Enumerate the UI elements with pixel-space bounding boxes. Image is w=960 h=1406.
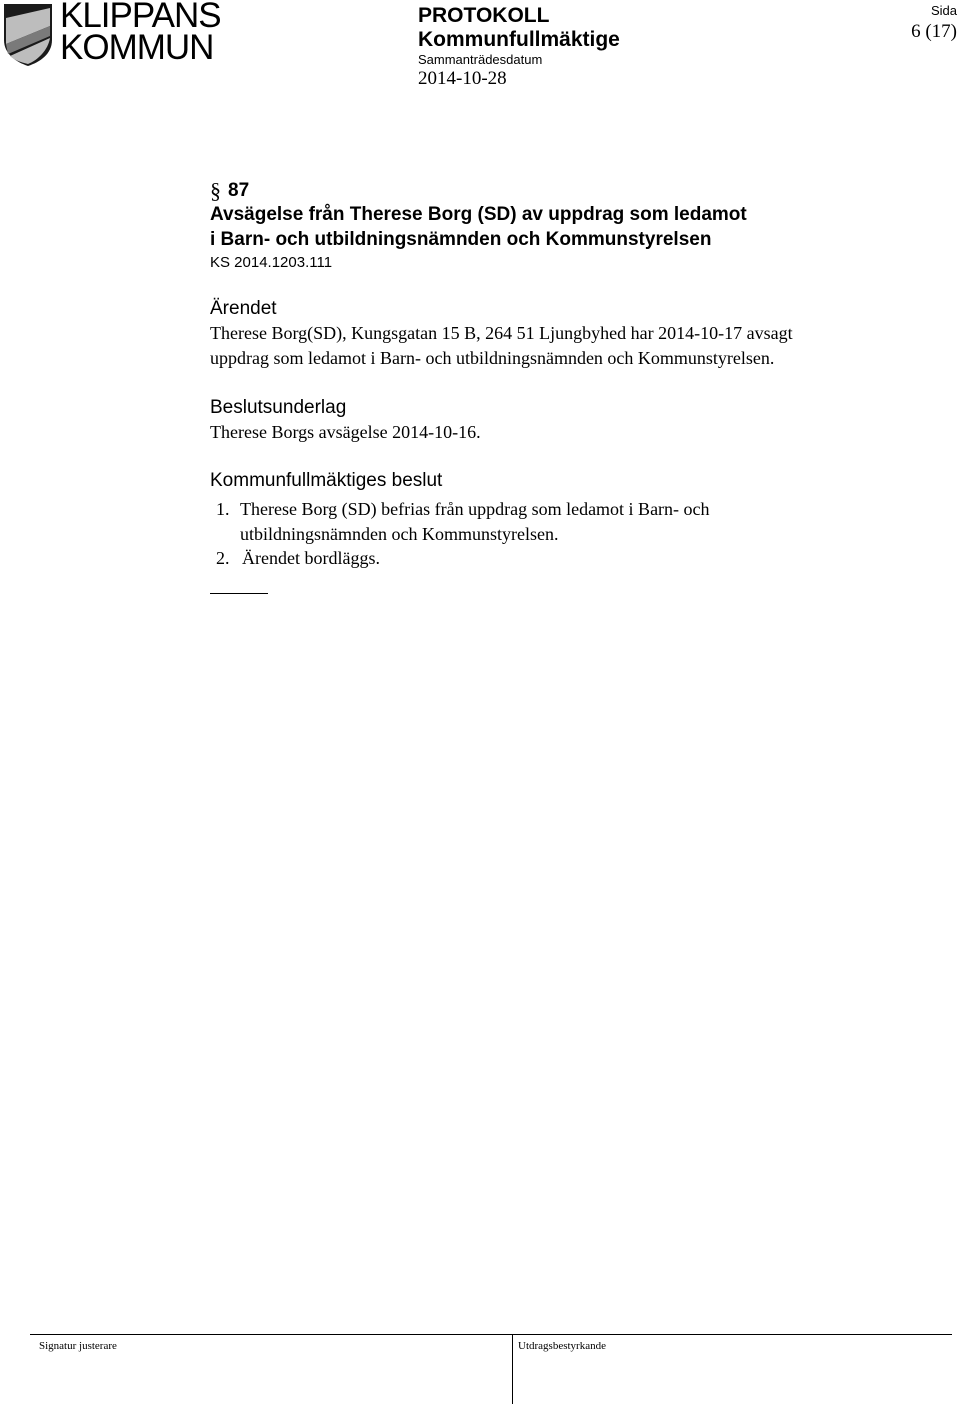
section-title-line1: Avsägelse från Therese Borg (SD) av uppdrag som ledamot xyxy=(210,204,747,225)
section-end-rule xyxy=(210,593,268,594)
paragraph-number: 87 xyxy=(228,180,250,201)
footer-rule xyxy=(30,1334,952,1335)
meeting-date-label: Sammanträdesdatum xyxy=(418,52,543,67)
page-label: Sida xyxy=(930,3,957,18)
meeting-date: 2014-10-28 xyxy=(418,68,507,89)
arendet-text-line1: Therese Borg(SD), Kungsgatan 15 B, 264 51 Ljungbyhed har 2014-10-17 avsagt xyxy=(210,323,793,343)
decision-text-line2: utbildningsnämnden och Kommunstyrelsen. xyxy=(240,524,559,544)
footer-divider xyxy=(512,1334,513,1404)
extract-certification-label: Utdragsbestyrkande xyxy=(518,1340,606,1352)
document-type: PROTOKOLL xyxy=(418,4,550,27)
decision-text-line1: Therese Borg (SD) befrias från uppdrag som ledamot i Barn- och xyxy=(240,499,710,519)
case-number: KS 2014.1203.111 xyxy=(210,254,333,271)
beslutsunderlag-text: Therese Borgs avsägelse 2014-10-16. xyxy=(210,422,481,442)
decision-number: 2. xyxy=(216,548,230,568)
logo-text-kommun: KOMMUN xyxy=(60,28,214,67)
body-name: Kommunfullmäktige xyxy=(418,28,620,51)
paragraph-sign: § xyxy=(210,178,221,203)
section-title-line2: i Barn- och utbildningsnämnden och Kommunstyrelsen xyxy=(210,229,712,250)
arendet-text-line2: uppdrag som ledamot i Barn- och utbildningsnämnden och Kommunstyrelsen. xyxy=(210,348,775,368)
beslut-heading: Kommunfullmäktiges beslut xyxy=(210,470,443,491)
page-number: 6 (17) xyxy=(911,21,957,42)
signature-field-label: Signatur justerare xyxy=(39,1340,117,1352)
beslutsunderlag-heading: Beslutsunderlag xyxy=(210,397,347,418)
arendet-heading: Ärendet xyxy=(210,298,277,319)
logo-text-klippans: KLIPPANS xyxy=(60,0,221,35)
decision-text-line1: Ärendet bordläggs. xyxy=(242,548,380,568)
decision-number: 1. xyxy=(216,499,230,519)
klippan-coat-of-arms-logo xyxy=(4,4,52,66)
